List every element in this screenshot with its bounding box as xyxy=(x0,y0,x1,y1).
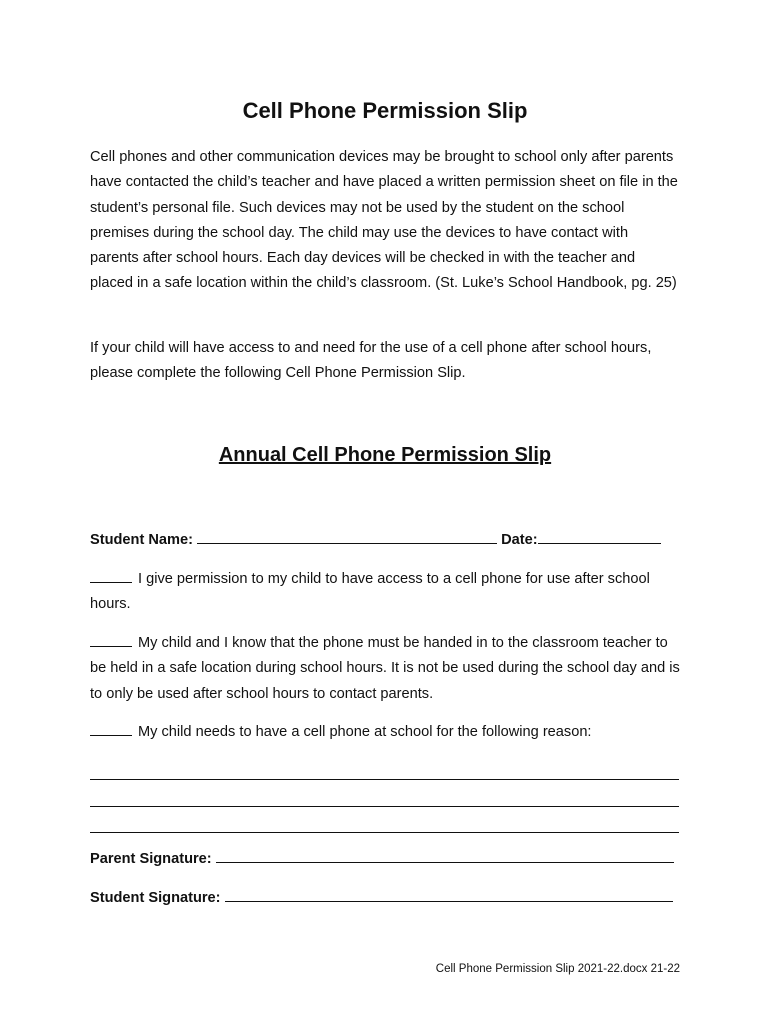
reason-line-3[interactable] xyxy=(90,832,679,833)
permission-statement-2 xyxy=(90,631,680,707)
parent-signature-label: Parent Signature: xyxy=(90,851,212,867)
date-field[interactable] xyxy=(538,529,661,544)
date-label: Date: xyxy=(501,532,538,548)
parent-signature-row xyxy=(90,847,680,872)
intro-paragraph: Cell phones and other communication devices may be brought to school only after parents have contacted the child’s teacher and have placed a written permission sheet on file in the student’s personal file. Such devices may not be used by the student on the school premises during the school day. The child may use the devices to have contact with parents after school hours. Each day devices will be checked in with the teacher and placed in a safe location within the child’s classroom. (St. Luke’s School Handbook, pg. 25) xyxy=(90,149,678,292)
student-signature-label: Student Signature: xyxy=(90,890,221,906)
statement-text-2: My child and I know that the phone must be handed in to the classroom teacher to be held in a safe location during school hours. It is not be used during the school day and is to only be used after school hours to contact parents. xyxy=(90,635,680,702)
initial-field-3[interactable] xyxy=(90,721,132,736)
student-name-label: Student Name: xyxy=(90,532,193,548)
statement-text-3: My child needs to have a cell phone at school for the following reason: xyxy=(138,724,592,740)
initial-field-1[interactable] xyxy=(90,568,132,583)
permission-statement-3 xyxy=(90,720,680,745)
student-signature-row xyxy=(90,886,680,911)
student-signature-field[interactable] xyxy=(225,887,673,902)
reason-line-1[interactable] xyxy=(90,779,679,780)
student-name-row xyxy=(90,528,680,553)
document-title: Cell Phone Permission Slip xyxy=(242,98,528,123)
permission-statement-1 xyxy=(90,567,680,618)
document-footer: Cell Phone Permission Slip 2021-22.docx 21-22 xyxy=(435,963,680,975)
parent-signature-field[interactable] xyxy=(216,848,674,863)
student-name-field[interactable] xyxy=(197,529,497,544)
initial-field-2[interactable] xyxy=(90,632,132,647)
instruction-paragraph: If your child will have access to and need for the use of a cell phone after school hours, please complete the following Cell Phone Permission Slip. xyxy=(90,340,652,382)
reason-line-2[interactable] xyxy=(90,806,679,807)
form-title: Annual Cell Phone Permission Slip xyxy=(218,444,552,466)
statement-text-1: I give permission to my child to have access to a cell phone for use after school hours. xyxy=(90,571,650,613)
document-page xyxy=(90,0,680,1024)
